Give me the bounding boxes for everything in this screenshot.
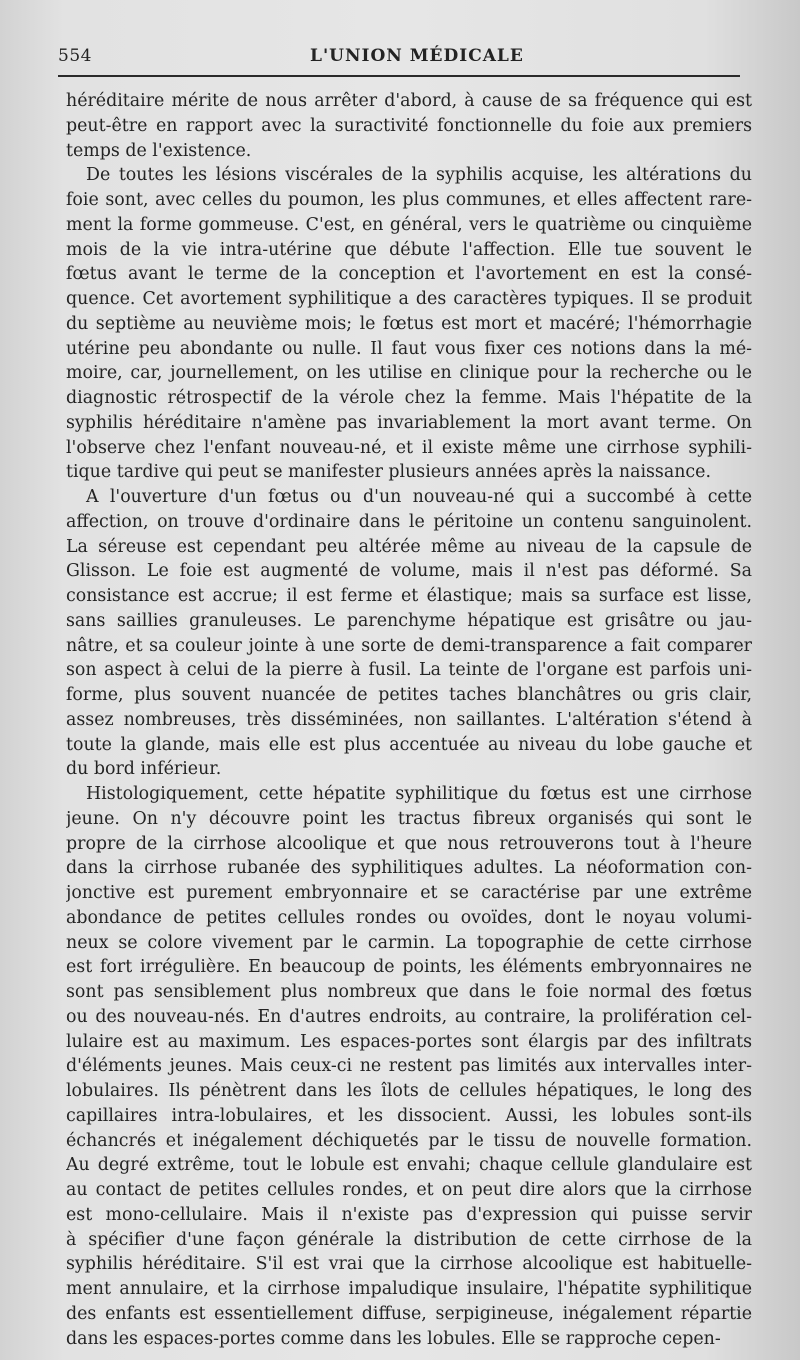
- text-line: ment annulaire, et la cirrhose impaludique insulaire, l'hépatite syphilitique: [66, 1279, 752, 1299]
- text-line: est fort irrégulière. En beaucoup de points, les éléments embryonnaires ne: [66, 957, 752, 978]
- text-line: ou des nouveau-nés. En d'autres endroits, au contraire, la prolifération cel-: [66, 1006, 752, 1027]
- text-line: du septième au neuvième mois; le fœtus est mort et macéré; l'hémorrhagie: [66, 313, 752, 334]
- text-line: héréditaire mérite de nous arrêter d'abord, à cause de sa fréquence qui est: [66, 91, 752, 111]
- text-line: abondance de petites cellules rondes ou ovoïdes, dont le noyau volumi-: [66, 907, 752, 928]
- header-rule: [58, 75, 740, 77]
- text-line: fœtus avant le terme de la conception et l'avortement en est la consé-: [66, 264, 752, 285]
- text-line: mois de la vie intra-utérine que débute l'affection. Elle tue souvent le: [66, 239, 752, 260]
- text-line: A l'ouverture d'un fœtus ou d'un nouveau-né qui a succombé à cette: [86, 487, 752, 507]
- text-line: dans la cirrhose rubanée des syphilitiques adultes. La néoformation con-: [66, 858, 752, 879]
- text-line: capillaires intra-lobulaires, et les dissocient. Aussi, les lobules sont-ils: [66, 1105, 752, 1126]
- paragraph: [66, 89, 752, 163]
- text-line: quence. Cet avortement syphilitique a des caractères typiques. Il se produit: [66, 289, 752, 309]
- text-line: à spécifier d'une façon générale la distribution de cette cirrhose de la: [66, 1229, 752, 1250]
- text-line: échancrés et inégalement déchiquetés par le tissu de nouvelle formation.: [66, 1130, 752, 1151]
- text-line: utérine peu abondante ou nulle. Il faut vous fixer ces notions dans la mé-: [66, 338, 752, 359]
- text-line: est mono-cellulaire. Mais il n'existe pas d'expression qui puisse servir: [66, 1204, 752, 1225]
- paragraph: [66, 485, 752, 782]
- paragraph: [66, 782, 752, 1351]
- text-line: diagnostic rétrospectif de la vérole chez la femme. Mais l'hépatite de la: [66, 388, 752, 408]
- text-line: lulaire est au maximum. Les espaces-portes sont élargis par des infiltrats: [66, 1031, 752, 1052]
- text-line: consistance est accrue; il est ferme et élastique; mais sa surface est lisse,: [66, 586, 752, 606]
- text-line: Glisson. Le foie est augmenté de volume, mais il n'est pas déformé. Sa: [66, 561, 752, 582]
- text-line: sont pas sensiblement plus nombreux que dans le foie normal des fœtus: [66, 982, 752, 1002]
- text-line: moire, car, journellement, on les utilise en clinique pour la recherche ou le: [66, 363, 752, 384]
- text-line: temps de l'existence.: [66, 140, 252, 161]
- text-line: syphilis héréditaire n'amène pas invariablement la mort avant terme. On: [66, 412, 752, 433]
- page-header: [58, 42, 748, 72]
- text-line: jonctive est purement embryonnaire et se caractérise par une extrême: [66, 883, 752, 903]
- text-line: d'éléments jeunes. Mais ceux-ci ne restent pas limités aux intervalles inter-: [66, 1056, 752, 1077]
- text-line: au contact de petites cellules rondes, et on peut dire alors que la cirrhose: [66, 1180, 752, 1200]
- text-line: nâtre, et sa couleur jointe à une sorte de demi-transparence a fait comparer: [66, 635, 752, 656]
- text-line: De toutes les lésions viscérales de la syphilis acquise, les altérations du: [86, 165, 752, 186]
- text-line: l'observe chez l'enfant nouveau-né, et il existe même une cirrhose syphili-: [66, 437, 752, 458]
- text-line: lobulaires. Ils pénètrent dans les îlots de cellules hépatiques, le long des: [66, 1081, 752, 1101]
- text-line: Au degré extrême, tout le lobule est envahi; chaque cellule glandulaire est: [66, 1155, 752, 1176]
- text-line: ment la forme gommeuse. C'est, en général, vers le quatrième ou cinquième: [66, 214, 752, 235]
- text-line: forme, plus souvent nuancée de petites taches blanchâtres ou gris clair,: [66, 685, 752, 705]
- text-line: foie sont, avec celles du poumon, les plus communes, et elles affectent rare-: [66, 190, 752, 210]
- page-number: 554: [58, 46, 92, 66]
- text-line: tique tardive qui peut se manifester plusieurs années après la naissance.: [66, 462, 711, 483]
- text-line: toute la glande, mais elle est plus accentuée au niveau du lobe gauche et: [66, 734, 752, 755]
- text-line: assez nombreuses, très disséminées, non saillantes. L'altération s'étend à: [66, 709, 752, 730]
- body-text: [66, 89, 752, 1351]
- text-line: sans saillies granuleuses. Le parenchyme hépatique est grisâtre ou jau-: [66, 610, 752, 631]
- text-line: La séreuse est cependant peu altérée même au niveau de la capsule de: [66, 536, 752, 557]
- paragraph: [66, 163, 752, 485]
- text-line: son aspect à celui de la pierre à fusil. La teinte de l'organe est parfois uni-: [66, 660, 752, 681]
- text-line: jeune. On n'y découvre point les tractus fibreux organisés qui sont le: [66, 808, 752, 829]
- running-title: L'UNION MÉDICALE: [310, 46, 524, 66]
- text-line: dans les espaces-portes comme dans les lobules. Elle se rapproche cepen-: [66, 1328, 721, 1349]
- text-line: peut-être en rapport avec la suractivité fonctionnelle du foie aux premiers: [66, 115, 752, 136]
- text-line: syphilis héréditaire. S'il est vrai que la cirrhose alcoolique est habituelle-: [66, 1254, 752, 1275]
- text-line: propre de la cirrhose alcoolique et que nous retrouverons tout à l'heure: [66, 833, 752, 854]
- text-line: Histologiquement, cette hépatite syphilitique du fœtus est une cirrhose: [86, 784, 752, 804]
- text-line: affection, on trouve d'ordinaire dans le péritoine un contenu sanguinolent.: [66, 511, 752, 532]
- text-line: des enfants est essentiellement diffuse, serpigineuse, inégalement répartie: [66, 1303, 752, 1324]
- text-line: du bord inférieur.: [66, 759, 222, 780]
- text-line: neux se colore vivement par le carmin. La topographie de cette cirrhose: [66, 932, 752, 953]
